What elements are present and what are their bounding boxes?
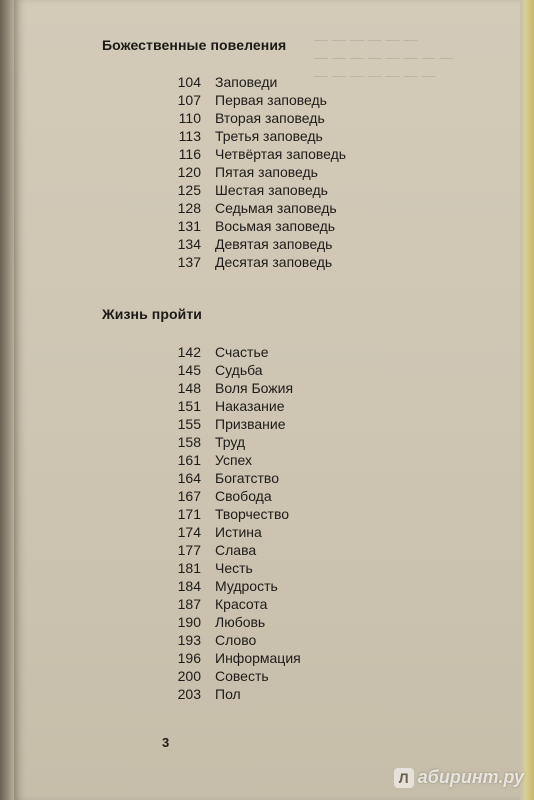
toc-page-number: 107 <box>177 92 201 108</box>
toc-page-number: 164 <box>177 470 201 486</box>
toc-page-number: 137 <box>177 254 201 270</box>
toc-entry-label: Слава <box>215 542 257 558</box>
labirint-logo-icon: Л <box>394 768 414 788</box>
watermark <box>394 767 524 788</box>
bleed-through-text: — — — — — — — — — — — — — — — — — — — — — <box>314 31 454 83</box>
toc-page-number: 131 <box>177 218 201 234</box>
toc-entry-label: Восьмая заповедь <box>215 218 336 234</box>
toc-entry <box>164 415 301 433</box>
toc-entry-label: Свобода <box>215 488 272 504</box>
toc-entry-label: Четвёртая заповедь <box>215 146 347 162</box>
toc-entry-label: Слово <box>215 632 257 648</box>
toc-entry <box>164 523 301 541</box>
toc-entry <box>164 379 301 397</box>
toc-entry-label: Честь <box>215 560 253 576</box>
toc-page-number: 193 <box>177 632 201 648</box>
toc-page-number: 174 <box>177 524 201 540</box>
toc-entry-label: Третья заповедь <box>215 128 323 144</box>
toc-page-number: 142 <box>177 344 201 360</box>
toc-page-number: 187 <box>177 596 201 612</box>
toc-page-number: 200 <box>177 668 201 684</box>
toc-page-number: 120 <box>177 164 201 180</box>
toc-entry-label: Творчество <box>215 506 290 522</box>
toc-page-number: 145 <box>177 362 201 378</box>
toc-entry <box>164 649 301 667</box>
toc-entry <box>164 199 346 217</box>
toc-list-divine-commandments <box>164 73 346 271</box>
toc-entry <box>164 217 346 235</box>
toc-entry-label: Мудрость <box>215 578 278 594</box>
toc-page-number: 184 <box>177 578 201 594</box>
toc-entry-label: Пол <box>215 686 241 702</box>
toc-entry-label: Информация <box>215 650 301 666</box>
toc-page-number: 181 <box>177 560 201 576</box>
toc-page-number: 128 <box>177 200 201 216</box>
section-title-divine-commandments: Божественные повеления <box>102 37 287 53</box>
toc-entry <box>164 685 301 703</box>
toc-page-number: 158 <box>177 434 201 450</box>
toc-entry <box>164 361 301 379</box>
toc-entry-label: Любовь <box>215 614 266 630</box>
toc-entry <box>164 253 346 271</box>
toc-entry <box>164 91 346 109</box>
toc-entry <box>164 235 346 253</box>
toc-entry-label: Заповеди <box>215 74 278 90</box>
toc-entry <box>164 469 301 487</box>
toc-entry <box>164 541 301 559</box>
toc-page-number: 148 <box>177 380 201 396</box>
toc-page-number: 116 <box>178 146 201 162</box>
toc-entry <box>164 451 301 469</box>
toc-entry <box>164 595 301 613</box>
toc-page-number: 171 <box>177 506 201 522</box>
toc-entry <box>164 667 301 685</box>
toc-entry-label: Наказание <box>215 398 285 414</box>
toc-entry <box>164 73 346 91</box>
toc-entry <box>164 127 346 145</box>
toc-entry-label: Девятая заповедь <box>215 236 333 252</box>
toc-list-life <box>164 343 301 703</box>
toc-entry <box>164 613 301 631</box>
toc-page-number: 167 <box>177 488 201 504</box>
toc-entry-label: Успех <box>215 452 253 468</box>
toc-entry-label: Седьмая заповедь <box>215 200 337 216</box>
toc-entry-label: Труд <box>215 434 246 450</box>
toc-page-number: 196 <box>177 650 201 666</box>
toc-page-number: 110 <box>178 110 201 126</box>
toc-page-number: 134 <box>177 236 201 252</box>
toc-entry <box>164 163 346 181</box>
toc-entry <box>164 631 301 649</box>
toc-entry <box>164 559 301 577</box>
toc-entry-label: Счастье <box>215 344 269 360</box>
toc-entry-label: Шестая заповедь <box>215 182 328 198</box>
toc-entry <box>164 181 346 199</box>
toc-entry-label: Десятая заповедь <box>215 254 333 270</box>
toc-entry-label: Первая заповедь <box>215 92 327 108</box>
toc-entry <box>164 397 301 415</box>
toc-page-number: 113 <box>178 128 201 144</box>
toc-page-number: 177 <box>177 542 201 558</box>
toc-entry-label: Совесть <box>215 668 269 684</box>
toc-entry-label: Вторая заповедь <box>215 110 325 126</box>
watermark-text: абиринт.ру <box>417 767 524 787</box>
toc-entry <box>164 505 301 523</box>
toc-page-number: 203 <box>177 686 201 702</box>
toc-entry-label: Судьба <box>215 362 263 378</box>
toc-entry <box>164 577 301 595</box>
section-title-life: Жизнь пройти <box>102 306 202 322</box>
toc-entry-label: Богатство <box>215 470 279 486</box>
page-number: 3 <box>162 735 170 750</box>
toc-entry-label: Пятая заповедь <box>215 164 318 180</box>
page-edge <box>520 0 534 800</box>
toc-entry-label: Призвание <box>215 416 286 432</box>
toc-page-number: 151 <box>177 398 201 414</box>
toc-page-number: 125 <box>177 182 201 198</box>
toc-page-number: 155 <box>177 416 201 432</box>
toc-entry <box>164 487 301 505</box>
toc-page-number: 104 <box>177 74 201 90</box>
toc-entry-label: Воля Божия <box>215 380 294 396</box>
toc-entry-label: Красота <box>215 596 268 612</box>
toc-entry <box>164 145 346 163</box>
toc-page-number: 190 <box>177 614 201 630</box>
book-page <box>14 0 520 800</box>
toc-entry-label: Истина <box>215 524 262 540</box>
toc-entry <box>164 109 346 127</box>
toc-entry <box>164 343 301 361</box>
toc-page-number: 161 <box>177 452 201 468</box>
toc-entry <box>164 433 301 451</box>
